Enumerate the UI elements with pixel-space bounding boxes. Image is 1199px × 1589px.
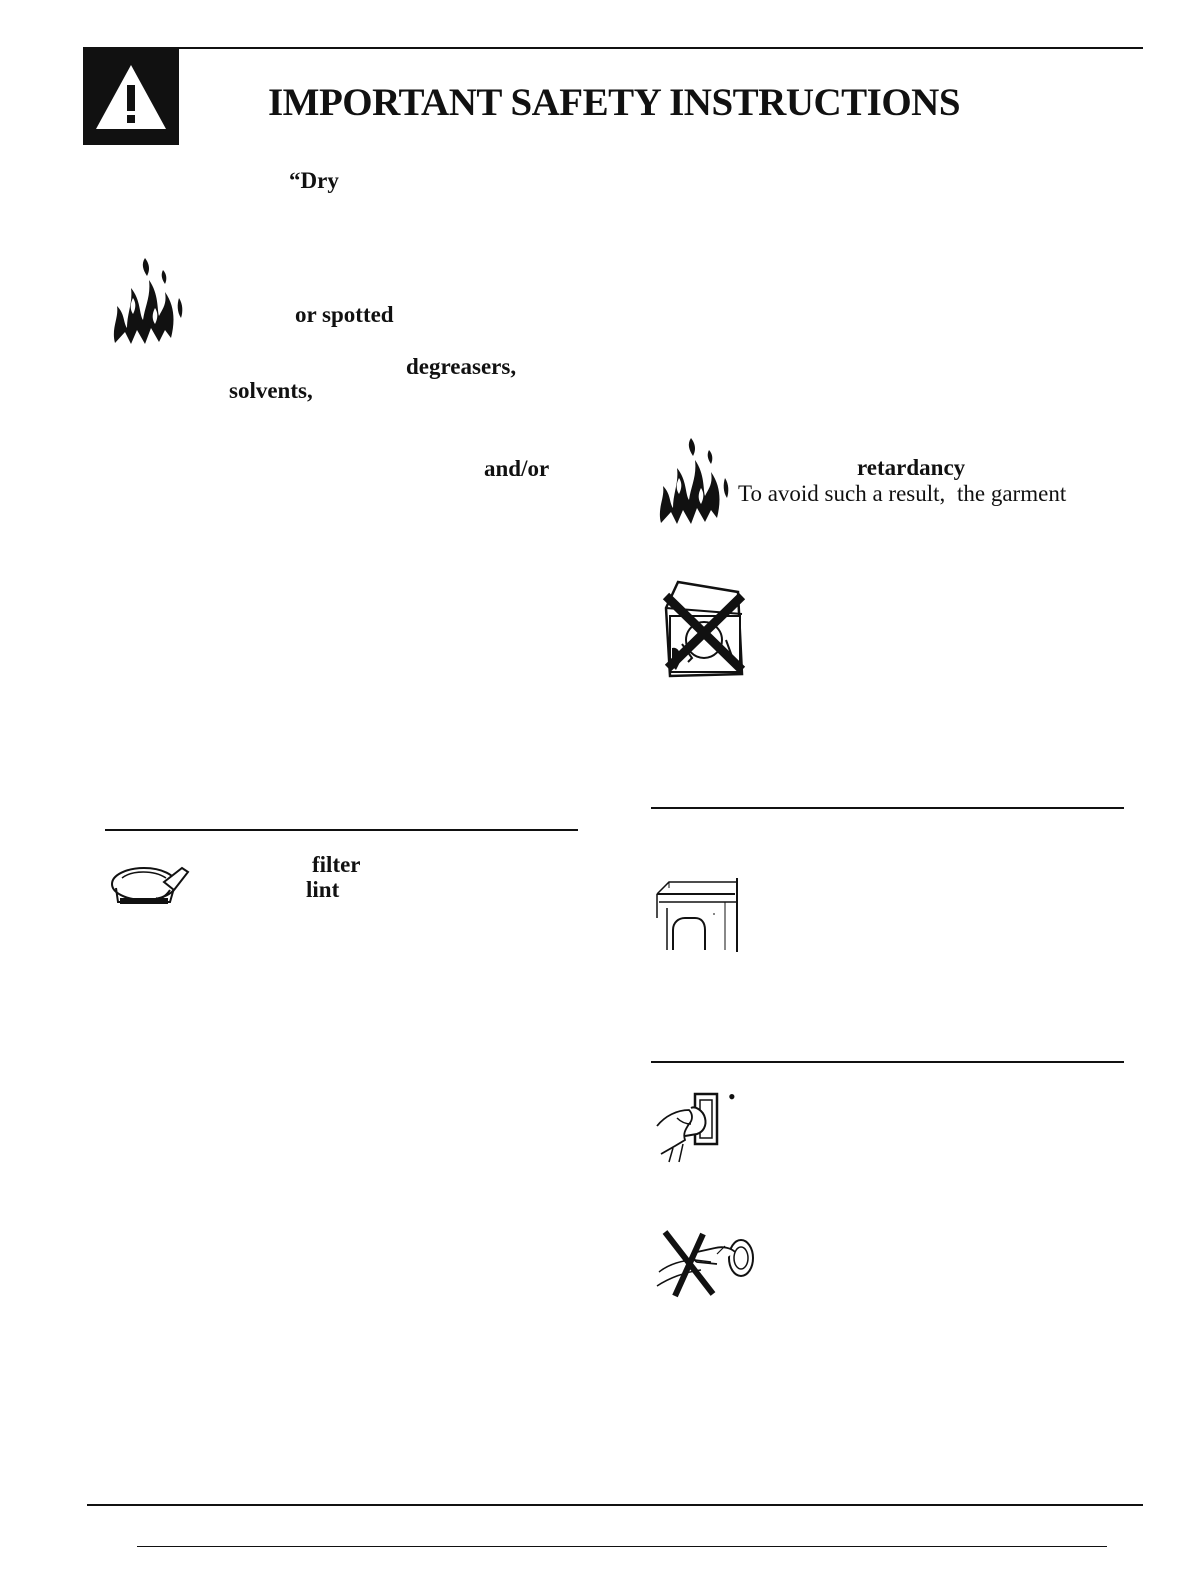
dryer-prohibited-icon [662,578,746,680]
text-filter: filter [312,852,361,877]
page-title: IMPORTANT SAFETY INSTRUCTIONS [268,81,961,124]
top-rule [83,47,1143,49]
left-divider [105,829,578,831]
flame-icon [105,258,185,348]
text-avoid-result: To avoid such a result, [738,481,946,506]
warning-box [83,49,179,145]
text-solvents: solvents, [229,378,313,403]
footer-rule [137,1546,1107,1547]
text-degreasers: degreasers, [406,354,517,379]
lint-filter-icon [108,862,190,912]
text-retardancy: retardancy [857,455,966,480]
text-the-garment: the garment [957,481,1067,506]
flame-icon [651,438,731,528]
text-dry: “Dry [289,168,339,193]
text-lint: lint [306,877,340,902]
right-divider-1 [651,807,1124,809]
warning-triangle-icon [94,63,168,131]
text-or-spotted: or spotted [295,302,394,327]
bottom-rule [87,1504,1143,1506]
bullet: • [728,1084,736,1109]
text-and-or: and/or [484,456,550,481]
plug-outlet-icon [655,1090,725,1164]
right-divider-2 [651,1061,1124,1063]
unplug-prohibited-icon [655,1228,757,1300]
dryer-icon [655,878,741,952]
